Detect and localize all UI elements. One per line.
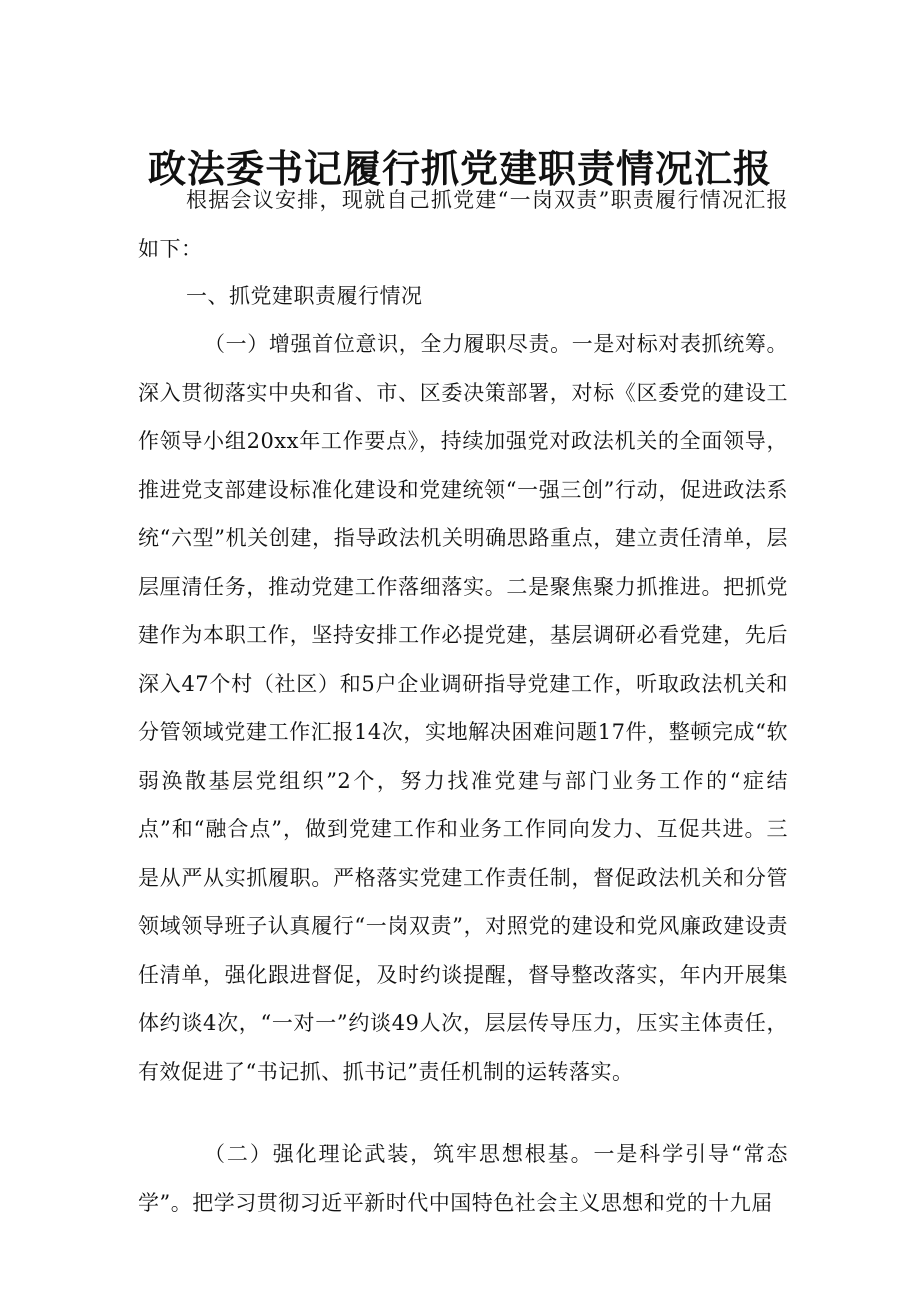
document-title: 政法委书记履行抓党建职责情况汇报 bbox=[147, 147, 772, 192]
intro-paragraph: 根据会议安排，现就自己抓党建“一岗双责”职责履行情况汇报如下： bbox=[138, 188, 788, 261]
body-paragraph: （一）增强首位意识，全力履职尽责。一是对标对表抓统筹。深入贯彻落实中央和省、市、区委决策部署，对标《区委党的建设工作领导小组20xx年工作要点》，持续加强党对政法机关的全面领导，推进党支部建设标准化建设和党建统领“一强三创”行动，促进政法系统“六型”机关创建，指导政法机关明确思路重点，建立责任清单，层层厘清任务，推动党建工作落细落实。二是聚焦聚力抓推进。把抓党建作为本职工作，坚持安排工作必提党建，基层调研必看党建，先后深入47个村（社区）和5户企业调研指导党建工作，听取政法机关和分管领域党建工作汇报14次，实地解决困难问题17件，整顿完成“软弱涣散基层党组织”2个，努力找准党建与部门业务工作的“症结点”和“融合点”，做到党建工作和业务工作同向发力、互促共进。三是从严从实抓履职。严格落实党建工作责任制，督促政法机关和分管领域领导班子认真履行“一岗双责”，对照党的建设和党风廉政建设责任清单，强化跟进督促，及时约谈提醒，督导整改落实，年内开展集体约谈4次，“一对一”约谈49人次，层层传导压力，压实主体责任，有效促进了“书记抓、抓书记”责任机制的运转落实。 bbox=[138, 332, 788, 1084]
section-heading: 一、抓党建职责履行情况 bbox=[186, 284, 423, 308]
body-paragraph: （二）强化理论武装，筑牢思想根基。一是科学引导“常态学”。把学习贯彻习近平新时代中国特色社会主义思想和党的十九届 bbox=[138, 1142, 788, 1215]
